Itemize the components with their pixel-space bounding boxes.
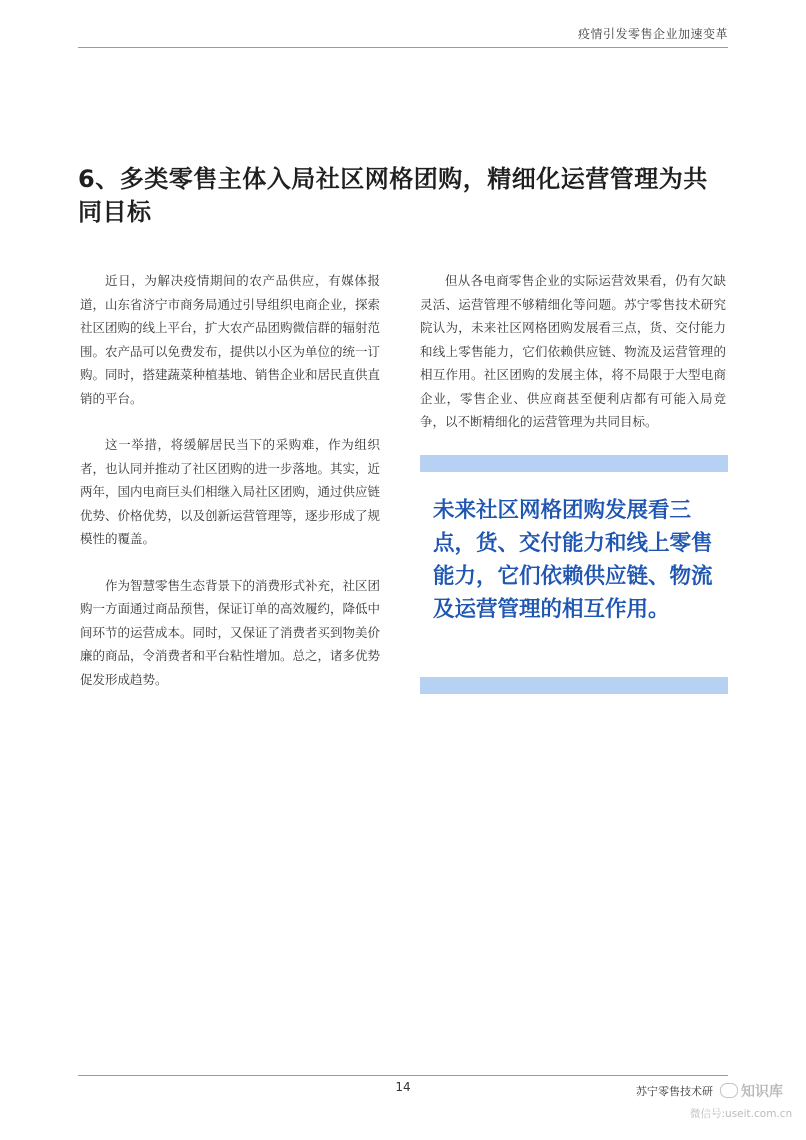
header-rule — [78, 47, 728, 48]
pull-quote: 未来社区网格团购发展看三点，货、交付能力和线上零售能力，它们依赖供应链、物流及运营管理的相互作用。 — [433, 498, 713, 622]
paragraph: 但从各电商零售企业的实际运营效果看，仍有欠缺灵活、运营管理不够精细化等问题。苏宁零售技术研究院认为，未来社区网格团购发展看三点，货、交付能力和线上零售能力，它们依赖供应链、物流及运营管理的相互作用。社区团购的发展主体，将不局限于大型电商企业，零售企业、供应商甚至便利店都有可能入局竞争，以不断精细化的运营管理为共同目标。 — [420, 273, 726, 429]
paragraph: 这一举措，将缓解居民当下的采购难，作为组织者，也认同并推动了社区团购的进一步落地。其实，近两年，国内电商巨头们相继入局社区团购，通过供应链优势、价格优势，以及创新运营管理等，逐步形成了规模性的覆盖。 — [80, 437, 381, 546]
pull-quote-top-bar — [420, 455, 728, 472]
page-number: 14 — [395, 1080, 411, 1094]
footer-rule — [78, 1075, 728, 1076]
pull-quote-bottom-bar — [420, 677, 728, 694]
section-heading: 6、多类零售主体入局社区网格团购，精细化运营管理为共同目标 — [78, 165, 708, 226]
watermark-logo — [720, 1081, 783, 1101]
watermark-name: 知识库 — [741, 1084, 783, 1100]
paragraph: 作为智慧零售生态背景下的消费形式补充，社区团购一方面通过商品预售，保证订单的高效履约，降低中间环节的运营成本。同时，又保证了消费者买到物美价廉的商品，令消费者和平台粘性增加。总之，诸多优势促发形成趋势。 — [80, 577, 381, 687]
paragraph: 近日，为解决疫情期间的农产品供应，有媒体报道，山东省济宁市商务局通过引导组织电商企业，探索社区团购的线上平台，扩大农产品团购微信群的辐射范围。农产品可以免费发布，提供以小区为单位的统一订购。同时，搭建蔬菜种植基地、销售企业和居民直供直销的平台。 — [80, 273, 381, 406]
header-title: 疫情引发零售企业加速变革 — [577, 27, 728, 41]
footer-organization: 苏宁零售技术研 — [636, 1085, 713, 1098]
wechat-icon — [720, 1083, 738, 1098]
right-column — [420, 269, 726, 457]
watermark-subtitle: 微信号:useit.com.cn — [690, 1108, 793, 1120]
left-column — [80, 269, 380, 714]
